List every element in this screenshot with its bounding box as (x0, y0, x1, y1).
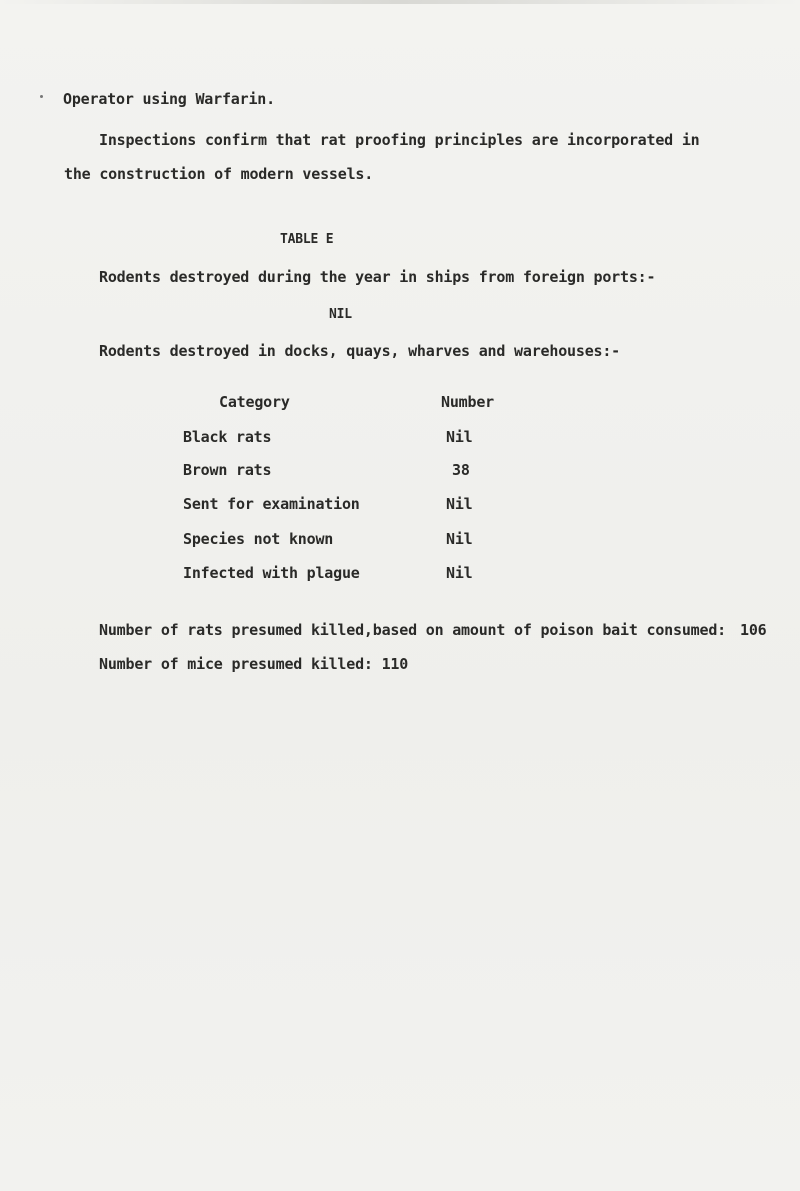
summary-mice: Number of mice presumed killed: 110 (99, 655, 409, 673)
summary-rats-label: Number of rats presumed killed,based on amount of poison bait consumed: (99, 621, 726, 639)
ships-value: NIL (329, 307, 352, 322)
table-header-number: Number (441, 393, 494, 411)
summary-rats-value: 106 (740, 621, 767, 639)
table-row-number: Nil (446, 495, 473, 513)
table-row-number: 38 (452, 461, 470, 479)
margin-mark (40, 95, 43, 98)
table-row-number: Nil (446, 530, 473, 548)
table-title: TABLE E (280, 232, 334, 247)
paragraph-line-2: the construction of modern vessels. (64, 165, 374, 183)
table-row-category: Brown rats (183, 461, 272, 479)
header-line: Operator using Warfarin. (63, 90, 275, 108)
table-row-category: Black rats (183, 428, 272, 446)
table-row-category: Infected with plague (183, 564, 360, 582)
paragraph-line-1: Inspections confirm that rat proofing principles are incorporated in (99, 131, 700, 149)
table-row-category: Species not known (183, 530, 334, 548)
table-row-number: Nil (446, 564, 473, 582)
page-edge (0, 0, 800, 4)
table-header-category: Category (219, 393, 290, 411)
docks-heading: Rodents destroyed in docks, quays, wharves and warehouses:- (99, 342, 621, 360)
table-row-number: Nil (446, 428, 473, 446)
ships-heading: Rodents destroyed during the year in ships from foreign ports:- (99, 268, 656, 286)
table-row-category: Sent for examination (183, 495, 360, 513)
